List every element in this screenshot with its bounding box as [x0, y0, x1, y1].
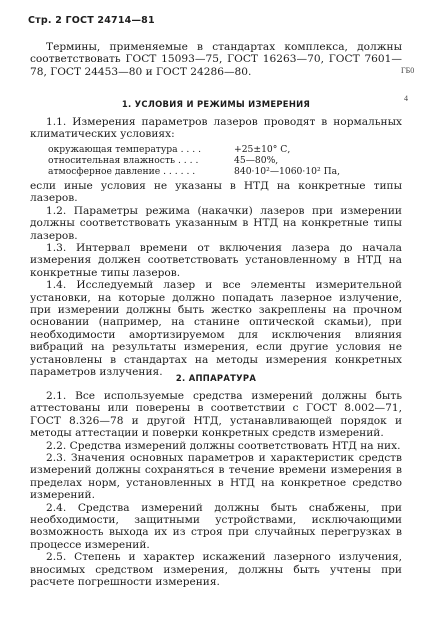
paragraph-1-1-continuation: если иные условия не указаны в НТД на конкретные типы лазеров.	[30, 180, 402, 205]
intro-block	[30, 41, 402, 78]
condition-row	[48, 155, 388, 166]
paragraph-1-1: 1.1. Измерения параметров лазеров проводят в нормальных климатических условиях:	[30, 116, 402, 141]
paragraph-2-2: 2.2. Средства измерений должны соответствовать НТД на них.	[46, 439, 401, 452]
condition-value: +25±10° С,	[234, 144, 291, 155]
condition-name: окружающая температура . . . .	[48, 144, 202, 155]
section-2-title: 2. АППАРАТУРА	[175, 373, 257, 383]
paragraph-2-3: 2.3. Значения основных параметров и характеристик средств измерений должны сохраняться в течение времени измерения в пределах норм, установленных в НТД на конкретное средство измерений.	[30, 452, 402, 502]
section-1-title: 1. УСЛОВИЯ И РЕЖИМЫ ИЗМЕРЕНИЯ	[121, 99, 311, 109]
condition-row	[48, 166, 388, 177]
section-2-body	[30, 390, 402, 589]
paragraph-1-1-block	[30, 116, 402, 141]
paragraph-1-4: 1.4. Исследуемый лазер и все элементы измерительной установки, на которые должно попадать лазерное излучение, при измерении должны быть жестко закреплены на прочном основании (например, на станине оптической скамьи), при необходимости амортизируемом для исключения влияния вибраций на результаты измерения, если другие условия не установлены в стандартах на методы измерения конкретных параметров излучения.	[30, 279, 402, 379]
condition-name: относительная влажность . . . .	[48, 155, 199, 166]
margin-mark-side: 4	[404, 94, 408, 103]
paragraph-2-4: 2.4. Средства измерений должны быть снабжены, при необходимости, защитными устройствами, исключающими возможность выхода их из строя при случайных перегрузках в процессе измерений.	[30, 501, 402, 551]
margin-mark-top: ГБ0	[401, 66, 415, 75]
condition-value: 45—80%,	[234, 155, 279, 166]
intro-paragraph: Термины, применяемые в стандартах комплекса, должны соответствовать ГОСТ 15093—75, ГОСТ 16263—70, ГОСТ 7601—78, ГОСТ 24453—80 и ГОСТ 24286—80.	[30, 41, 402, 78]
paragraph-1-2: 1.2. Параметры режима (накачки) лазеров при измерении должны соответствовать указанным в НТД на конкретные типы лазеров.	[30, 204, 402, 242]
paragraph-1-3: 1.3. Интервал времени от включения лазера до начала измерения должен соответствовать установленному в НТД на конкретные типы лазеров.	[30, 242, 402, 279]
climatic-conditions-list	[48, 144, 388, 177]
condition-row	[48, 144, 388, 155]
section-1-body	[30, 180, 402, 379]
condition-name: атмосферное давление . . . . . .	[48, 166, 196, 177]
paragraph-2-5: 2.5. Степень и характер искажений лазерного излучения, вносимых средством измерения, должны быть учтены при расчете погрешности измерения.	[30, 551, 402, 589]
paragraph-2-1: 2.1. Все используемые средства измерений должны быть аттестованы или поверены в соответствии с ГОСТ 8.002—71, ГОСТ 8.326—78 и другой НТД, устанавливающей порядок и методы аттестации и поверки конкретных средств измерений.	[30, 390, 402, 440]
condition-value: 840·10²—1060·10² Па,	[234, 166, 341, 177]
page-header: Стр. 2 ГОСТ 24714—81	[28, 15, 155, 26]
